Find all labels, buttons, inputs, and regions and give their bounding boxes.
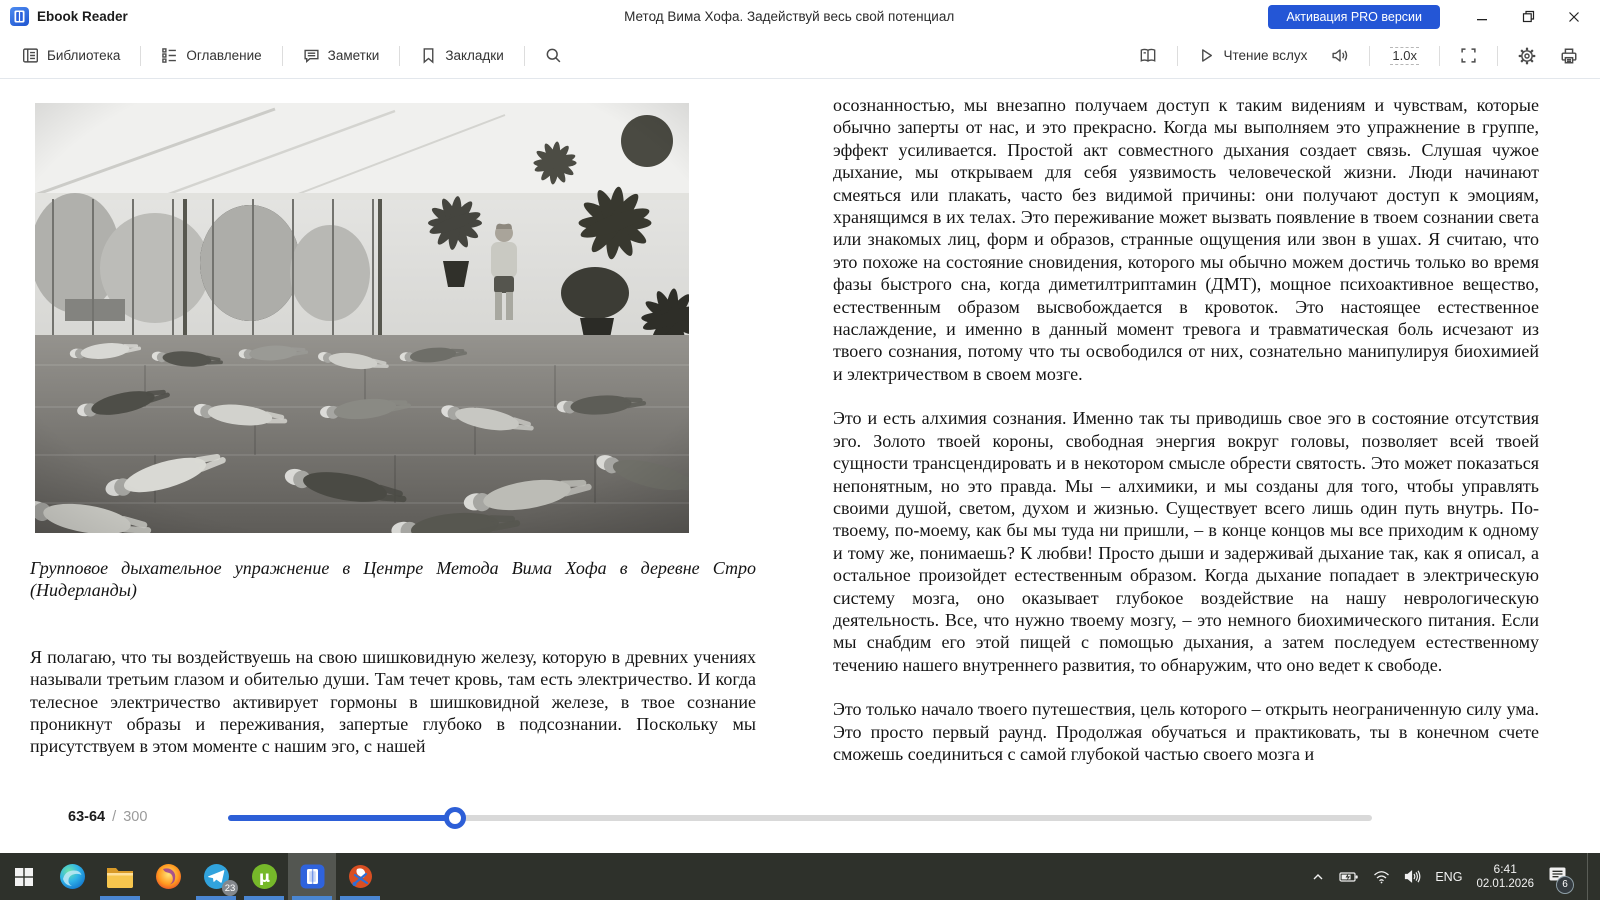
taskbar-file-explorer[interactable] xyxy=(96,853,144,900)
running-indicator xyxy=(340,896,380,900)
taskbar-telegram[interactable] xyxy=(192,853,240,900)
read-aloud-button[interactable] xyxy=(1188,41,1317,70)
gear-icon xyxy=(1518,47,1536,65)
fullscreen-button[interactable] xyxy=(1450,41,1487,70)
voice-volume-button[interactable] xyxy=(1321,41,1359,70)
bookmarks-icon xyxy=(420,47,437,64)
titlebar xyxy=(0,0,1600,33)
tray-speaker-icon xyxy=(1404,869,1421,884)
restore-icon xyxy=(1522,10,1535,23)
running-indicator xyxy=(244,896,284,900)
speaker-icon xyxy=(1331,47,1349,64)
running-indicator xyxy=(196,896,236,900)
toolbar-separator xyxy=(1369,46,1370,66)
windows-start-icon xyxy=(15,868,33,886)
page-spread-button[interactable] xyxy=(1129,41,1167,70)
fullscreen-icon xyxy=(1460,47,1477,64)
slider-fill xyxy=(228,815,455,821)
app-logo-icon xyxy=(10,7,29,26)
running-indicator xyxy=(100,896,140,900)
notes-button[interactable] xyxy=(293,41,390,70)
book-photo xyxy=(35,103,689,533)
notes-label: Заметки xyxy=(327,48,380,63)
search-button[interactable] xyxy=(535,41,572,70)
edge-icon xyxy=(59,863,86,890)
toolbar xyxy=(0,33,1600,79)
slider-thumb[interactable] xyxy=(444,807,466,829)
taskbar-utorrent[interactable] xyxy=(240,853,288,900)
network-status[interactable] xyxy=(1373,870,1390,884)
document-title: Метод Вима Хофа. Задействуй весь свой потенциал xyxy=(624,9,955,24)
system-tray xyxy=(1311,853,1600,900)
page-right xyxy=(833,94,1539,787)
toolbar-separator xyxy=(1177,46,1178,66)
taskbar-apps xyxy=(0,853,384,900)
taskbar-firefox[interactable] xyxy=(144,853,192,900)
toolbar-separator xyxy=(524,46,525,66)
print-button[interactable] xyxy=(1550,41,1588,71)
slider-track[interactable] xyxy=(228,815,1372,821)
page-indicator xyxy=(68,809,147,825)
toolbar-separator xyxy=(399,46,400,66)
app-identity xyxy=(0,7,310,26)
wifi-icon xyxy=(1373,870,1390,884)
minimize-button[interactable] xyxy=(1462,3,1502,31)
ebook-reader-icon xyxy=(299,863,326,890)
battery-status[interactable] xyxy=(1339,870,1359,884)
taskbar-scissors-app[interactable] xyxy=(336,853,384,900)
action-center-button[interactable] xyxy=(1548,866,1567,888)
titlebar-right xyxy=(1268,3,1600,31)
total-pages: 300 xyxy=(123,809,148,825)
library-label: Библиотека xyxy=(47,48,121,63)
file-explorer-icon xyxy=(106,865,134,889)
pagebar xyxy=(0,795,1600,853)
start-button[interactable] xyxy=(0,853,48,900)
read-aloud-label: Чтение вслух xyxy=(1223,48,1308,63)
printer-icon xyxy=(1560,47,1578,65)
app-name: Ebook Reader xyxy=(37,9,128,24)
utorrent-icon xyxy=(251,863,278,890)
telegram-badge: 23 xyxy=(222,880,238,896)
settings-button[interactable] xyxy=(1508,41,1546,71)
running-indicator xyxy=(292,896,332,900)
library-icon xyxy=(22,47,39,64)
speed-value: 1.0x xyxy=(1392,47,1417,63)
library-button[interactable] xyxy=(12,41,130,70)
show-desktop-strip[interactable] xyxy=(1587,853,1594,900)
page-spread-icon xyxy=(1139,47,1157,64)
taskbar-ebook-reader[interactable] xyxy=(288,853,336,900)
page-left xyxy=(30,96,756,776)
restore-button[interactable] xyxy=(1508,3,1548,31)
notification-badge: 6 xyxy=(1556,876,1574,894)
activate-pro-button[interactable]: Активация PRO версии xyxy=(1268,5,1440,29)
toc-label: Оглавление xyxy=(186,48,262,63)
minimize-icon xyxy=(1476,11,1488,23)
left-page-paragraph: Я полагаю, что ты воздействуешь на свою шишковидную железу, которую в древних учениях называли третьим глазом и обителью души. Там течет кровь, там есть электричество. И когда телесное электричество активирует гормоны в шишковидной железе, в твое сознание проникнут образы и переживания, запертые глубоко в подсознании. Поскольку мы присутствуем в этом моменте с нашим эго, с нашей xyxy=(30,646,756,757)
hidden-icons-chevron[interactable] xyxy=(1311,870,1325,884)
current-pages: 63-64 xyxy=(68,809,106,825)
page-slider[interactable] xyxy=(228,807,1372,829)
play-icon xyxy=(1198,47,1215,64)
volume-status[interactable] xyxy=(1404,869,1421,884)
language-indicator[interactable]: ENG xyxy=(1435,869,1463,884)
tray-time: 6:41 xyxy=(1493,862,1517,876)
notes-icon xyxy=(303,47,320,64)
group-breathing-photo xyxy=(35,103,689,533)
battery-charging-icon xyxy=(1339,870,1359,884)
toolbar-separator xyxy=(1497,46,1498,66)
toc-icon xyxy=(161,47,178,64)
chevron-up-icon xyxy=(1311,870,1325,884)
toolbar-right xyxy=(1129,41,1588,71)
svg-text:µ: µ xyxy=(258,868,270,886)
right-page-paragraph: Это и есть алхимия сознания. Именно так ты приводишь свое эго в состояние отсутствия эго. Золото твоей короны, свободная энергия вокруг головы, позволяет всей твоей сущности трансцендировать и в некотором смысле обрести святость. Это может показаться непонятным, но это правда. Мы – алхимики, и мы созданы для того, чтобы управлять своими душой, светом, духом и жизнью. Существует всего лишь один путь внутрь. По-твоему, по-моему, как бы мы туда ни пришли, – в конце концов мы все приходим к одному и тому же, понимаешь? К любви! Просто дыши и задерживай дыхание так, как я описал, а остальное произойдет естественным образом. Когда дыхание попадает в электрическую систему мозга, оно оказывает глубокое воздействие на нашу неврологическую деятельность. Все, что нужно твоему мозгу, – это немного биохимического питания. Если мы снабдим его этой пищей с помощью дыхания, а затем последуем естественному течению нашего внутреннего развития, то обнаружим, что оно ведет к свободе. xyxy=(833,408,1539,675)
tray-date: 02.01.2026 xyxy=(1476,878,1534,890)
toolbar-separator xyxy=(140,46,141,66)
page-separator: / xyxy=(112,809,117,825)
right-page-paragraph: осознанностью, мы внезапно получаем доступ к таким видениям и чувствам, которые обычно заперты от нас, и это прекрасно. Когда мы выполняем это упражнение в группе, эффект усиливается. Простой акт совместного дыхания создает связь. Слушая чужое дыхание, мы открываем для себя уязвимость человеческой жизни. Люди начинают смеяться или плакать, часто без видимой причины: они получают доступ к эмоциям, хранящимся в их телах. Это переживание может вызвать появление в твоем сознании света или знакомых лиц, форм и образов, странные ощущения или звон в ушах. Я считаю, что это похоже на состояние сновидения, которого мы обычно можем достичь только во время фазы быстрого сна, когда диметилтриптамин (ДМТ), мощное психоактивное вещество, естественным образом высвобождается в кровоток. Это настоящее естественное наслаждение, и именно в данный момент тревога и травматическая боль исчезают из твоего сознания, потому что ты освободился от них, сознательно манипулируя биохимией и электричеством в своем мозге. xyxy=(833,95,1539,384)
toolbar-separator xyxy=(282,46,283,66)
right-page-paragraph: Это только начало твоего путешествия, цель которого – открыть неограниченную силу ума. Это просто первый раунд. Продолжая обучаться и практиковать, ты в конечном счете сможешь соединиться с самой глубокой частью своего мозга и xyxy=(833,699,1539,764)
scissors-app-icon xyxy=(347,863,374,890)
bookmarks-label: Закладки xyxy=(445,48,504,63)
toc-button[interactable] xyxy=(151,41,271,70)
toolbar-left xyxy=(12,41,572,70)
bookmarks-button[interactable] xyxy=(410,41,513,70)
search-icon xyxy=(545,47,562,64)
taskbar xyxy=(0,853,1600,900)
taskbar-edge[interactable] xyxy=(48,853,96,900)
photo-caption: Групповое дыхательное упражнение в Центре Метода Вима Хофа в деревне Стро (Нидерланды) xyxy=(30,558,756,601)
close-button[interactable] xyxy=(1554,3,1594,31)
speed-button[interactable] xyxy=(1380,41,1429,71)
reading-area xyxy=(0,80,1600,795)
toolbar-separator xyxy=(1439,46,1440,66)
firefox-icon xyxy=(155,863,182,890)
clock[interactable] xyxy=(1476,862,1534,891)
close-icon xyxy=(1568,11,1580,23)
